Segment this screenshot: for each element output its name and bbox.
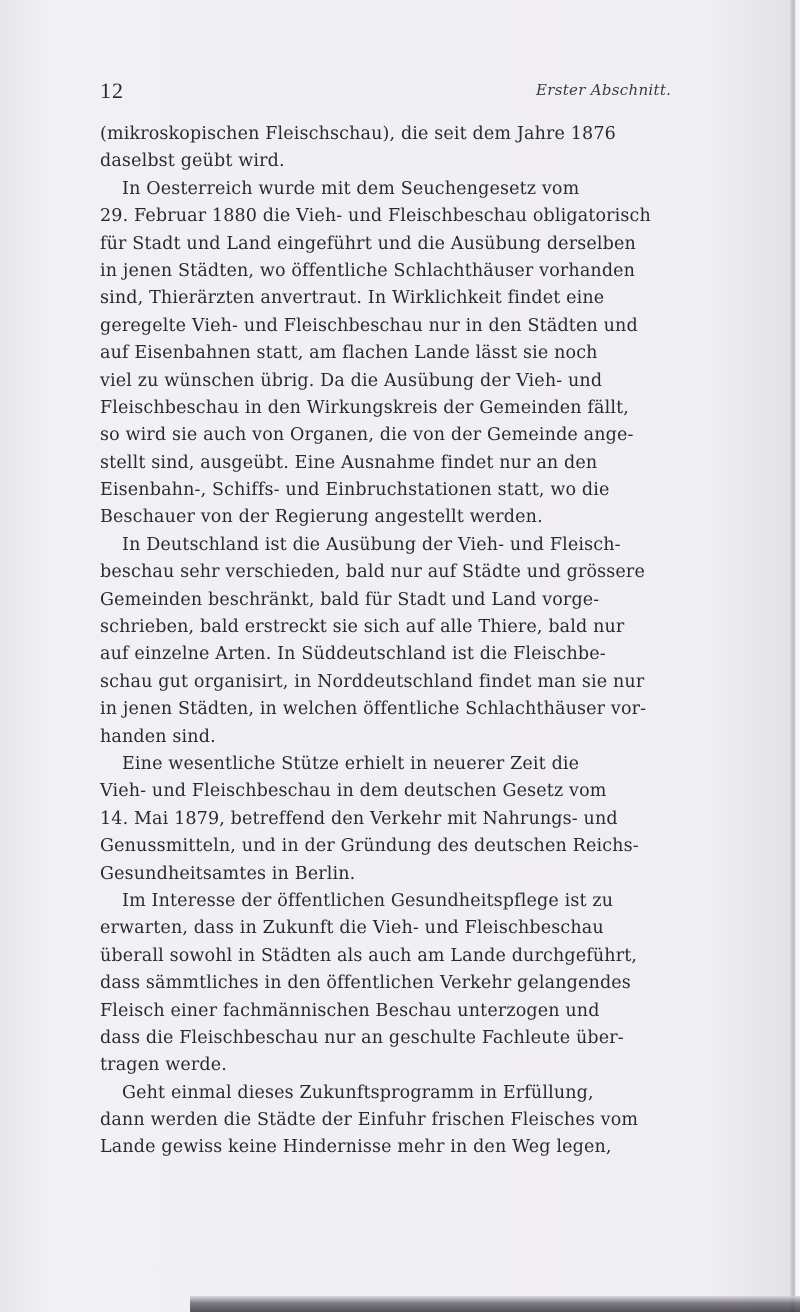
- text-line: schrieben, bald erstreckt sie sich auf alle Thiere, bald nur: [100, 617, 625, 638]
- text-line: Gesundheitsamtes in Berlin.: [100, 863, 356, 884]
- text-line: Vieh- und Fleischbeschau in dem deutschen Gesetz vom: [100, 781, 607, 802]
- text-line: 29. Februar 1880 die Vieh- und Fleischbeschau obligatorisch: [100, 206, 651, 227]
- text-line: Gemeinden beschränkt, bald für Stadt und Land vorge-: [100, 589, 600, 610]
- text-line: dass die Fleischbeschau nur an geschulte Fachleute über-: [100, 1027, 624, 1048]
- text-line: beschau sehr verschieden, bald nur auf Städte und grössere: [100, 562, 645, 583]
- text-line: in jenen Städten, in welchen öffentliche Schlachthäuser vor-: [100, 699, 647, 720]
- text-line: viel zu wünschen übrig. Da die Ausübung der Vieh- und: [100, 370, 603, 391]
- text-line: Fleisch einer fachmännischen Beschau unterzogen und: [100, 1000, 600, 1021]
- text-line: geregelte Vieh- und Fleischbeschau nur in den Städten und: [100, 315, 638, 336]
- page-edge-shadow: [790, 0, 800, 1312]
- text-line: Genussmitteln, und in der Gründung des deutschen Reichs-: [100, 836, 639, 857]
- text-line: Lande gewiss keine Hindernisse mehr in den Weg legen,: [100, 1137, 612, 1158]
- text-line: auf einzelne Arten. In Süddeutschland ist die Fleischbe-: [100, 644, 606, 665]
- text-line: dann werden die Städte der Einfuhr frischen Fleisches vom: [100, 1110, 639, 1131]
- text-line: 14. Mai 1879, betreffend den Verkehr mit Nahrungs- und: [100, 808, 618, 829]
- text-line: Eisenbahn-, Schiffs- und Einbruchstationen statt, wo die: [100, 480, 610, 501]
- text-line: so wird sie auch von Organen, die von der Gemeinde ange-: [100, 425, 634, 446]
- text-line: In Oesterreich wurde mit dem Seuchengesetz vom: [122, 178, 580, 199]
- text-line: in jenen Städten, wo öffentliche Schlachthäuser vorhanden: [100, 260, 636, 281]
- text-line: schau gut organisirt, in Norddeutschland findet man sie nur: [100, 671, 645, 692]
- text-line: Im Interesse der öffentlichen Gesundheitspflege ist zu: [122, 890, 614, 911]
- text-line: stellt sind, ausgeübt. Eine Ausnahme findet nur an den: [100, 452, 598, 473]
- text-line: Beschauer von der Regierung angestellt werden.: [100, 507, 543, 528]
- running-head: Erster Abschnitt.: [536, 81, 672, 99]
- page-number: 12: [100, 78, 124, 103]
- text-line: dass sämmtliches in den öffentlichen Verkehr gelangendes: [100, 973, 631, 994]
- page-header: [100, 78, 700, 108]
- text-line: tragen werde.: [100, 1055, 227, 1076]
- body-text: [100, 121, 790, 1162]
- text-line: In Deutschland ist die Ausübung der Vieh- und Fleisch-: [122, 534, 621, 555]
- text-line: überall sowohl in Städten als auch am Lande durchgeführt,: [100, 945, 638, 966]
- text-line: handen sind.: [100, 726, 216, 747]
- scan-bottom-edge: [190, 1296, 800, 1312]
- text-line: Eine wesentliche Stütze erhielt in neuerer Zeit die: [122, 753, 580, 774]
- text-line: daselbst geübt wird.: [100, 151, 285, 172]
- text-line: auf Eisenbahnen statt, am flachen Lande lässt sie noch: [100, 343, 598, 364]
- text-line: sind, Thierärzten anvertraut. In Wirklichkeit findet eine: [100, 288, 605, 309]
- text-line: (mikroskopischen Fleischschau), die seit dem Jahre 1876: [100, 124, 616, 144]
- text-line: für Stadt und Land eingeführt und die Ausübung derselben: [100, 233, 636, 254]
- text-line: erwarten, dass in Zukunft die Vieh- und Fleischbeschau: [100, 918, 604, 939]
- text-line: Fleischbeschau in den Wirkungskreis der Gemeinden fällt,: [100, 397, 630, 418]
- text-line: Geht einmal dieses Zukunftsprogramm in Erfüllung,: [122, 1082, 594, 1103]
